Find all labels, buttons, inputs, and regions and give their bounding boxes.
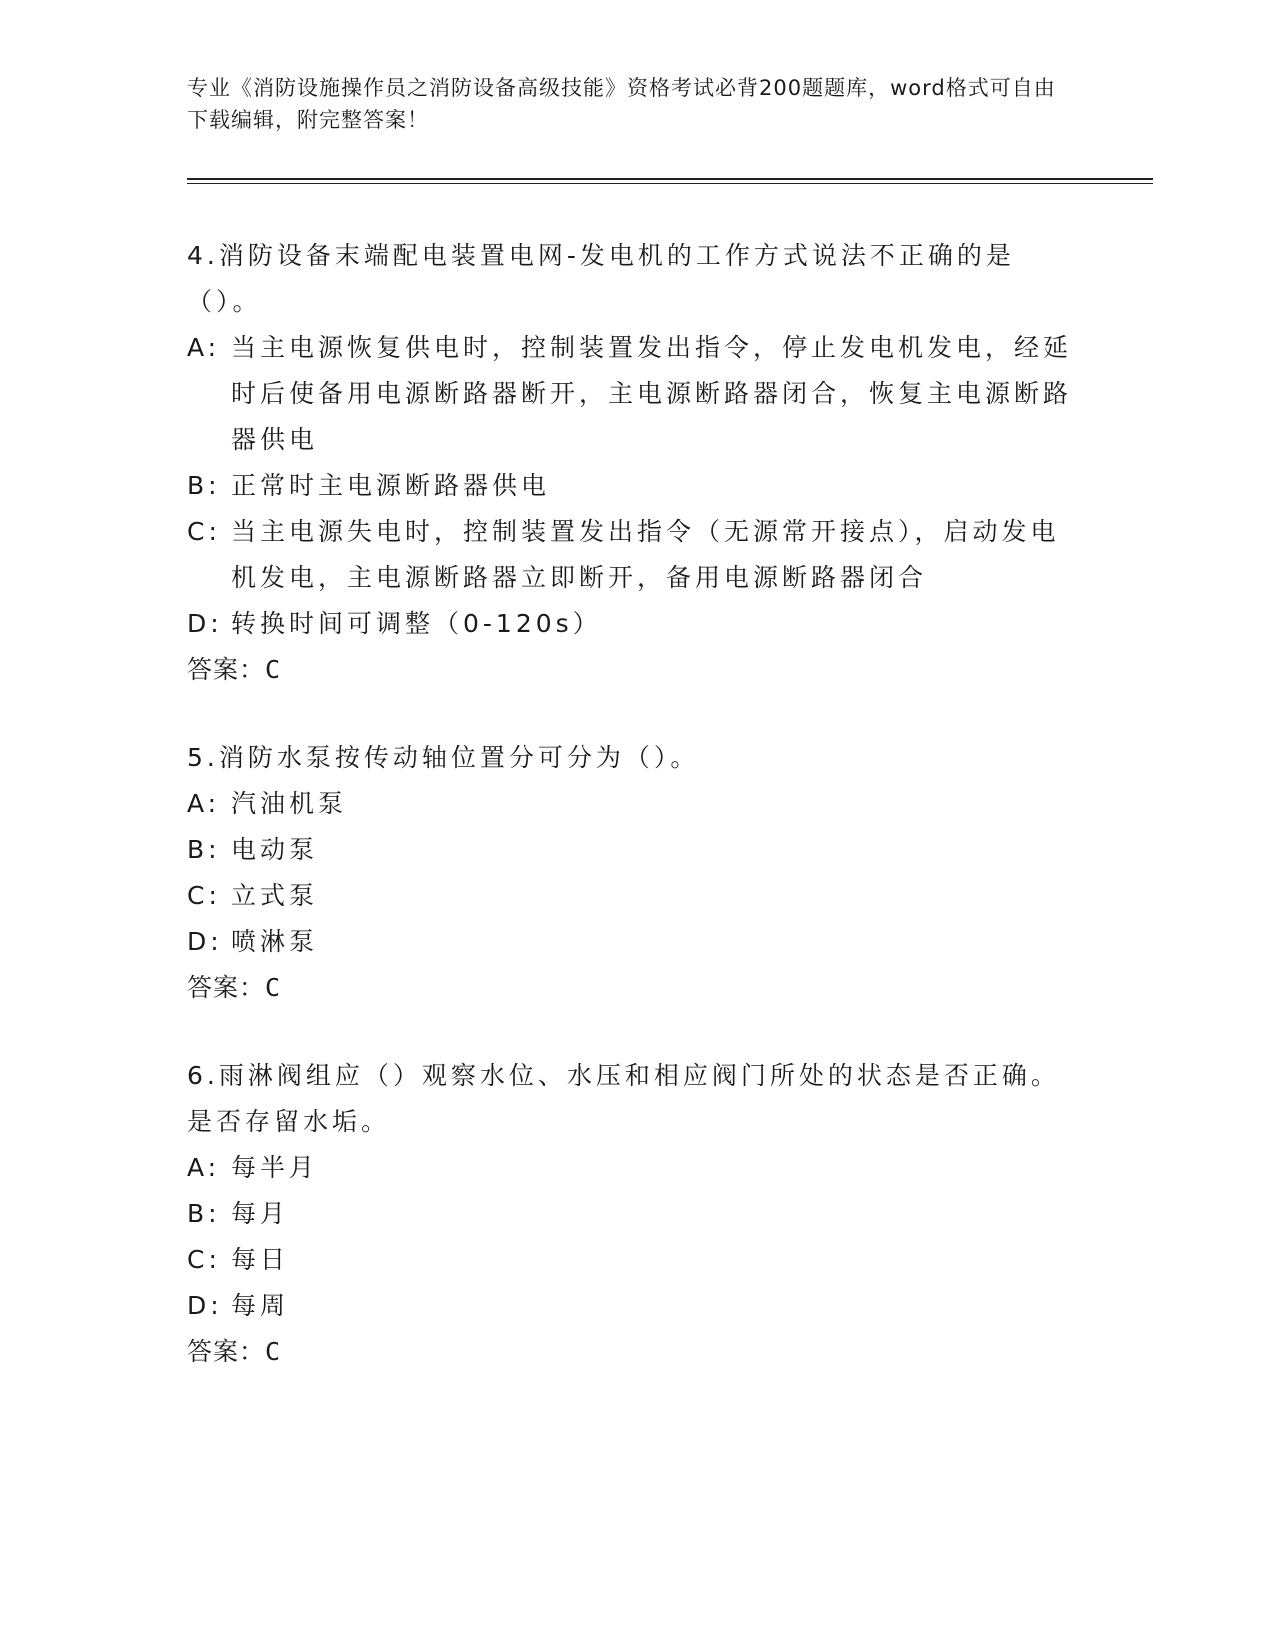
option-letter: C: <box>187 517 221 546</box>
question-6 <box>187 1053 1087 1375</box>
option-text: 每周 <box>231 1291 290 1320</box>
document-header: 专业《消防设施操作员之消防设备高级技能》资格考试必背200题题库，word格式可自由下载编辑，附完整答案！ <box>187 76 1056 132</box>
option-letter: D: <box>187 927 223 956</box>
option-letter: A: <box>187 789 221 818</box>
option-d <box>187 1283 1087 1329</box>
option-text: 当主电源恢复供电时，控制装置发出指令，停止发电机发电，经延时后使备用电源断路器断开，主电源断路器闭合，恢复主电源断路器供电 <box>231 333 1073 454</box>
option-text: 当主电源失电时，控制装置发出指令（无源常开接点），启动发电机发电，主电源断路器立即断开，备用电源断路器闭合 <box>231 517 1060 592</box>
option-letter: D: <box>187 1291 223 1320</box>
option-text: 汽油机泵 <box>231 789 348 818</box>
option-text: 每半月 <box>231 1153 319 1182</box>
option-b <box>187 463 1087 509</box>
answer-line <box>187 965 1087 1011</box>
option-letter: B: <box>187 471 221 500</box>
answer-value: C <box>265 1337 282 1366</box>
option-a <box>187 325 1087 463</box>
option-c <box>187 873 1087 919</box>
question-stem: 6.雨淋阀组应（）观察水位、水压和相应阀门所处的状态是否正确。是否存留水垢。 <box>187 1061 1060 1136</box>
option-text: 转换时间可调整（0-120s） <box>231 609 602 638</box>
option-a <box>187 781 1087 827</box>
option-letter: B: <box>187 1199 221 1228</box>
question-stem: 4.消防设备末端配电装置电网-发电机的工作方式说法不正确的是（）。 <box>187 241 1015 316</box>
option-a <box>187 1145 1087 1191</box>
option-letter: C: <box>187 881 221 910</box>
option-b <box>187 1191 1087 1237</box>
option-letter: A: <box>187 1153 221 1182</box>
answer-label: 答案： <box>187 655 266 684</box>
answer-label: 答案： <box>187 1337 266 1366</box>
option-letter: C: <box>187 1245 221 1274</box>
option-c <box>187 1237 1087 1283</box>
option-letter: A: <box>187 333 221 362</box>
option-d <box>187 919 1087 965</box>
question-5 <box>187 735 1087 1011</box>
answer-line <box>187 1329 1087 1375</box>
header-divider-thin <box>187 183 1153 184</box>
option-text: 电动泵 <box>231 835 319 864</box>
option-text: 正常时主电源断路器供电 <box>231 471 551 500</box>
option-text: 喷淋泵 <box>231 927 319 956</box>
question-stem: 5.消防水泵按传动轴位置分可分为（）。 <box>187 743 700 772</box>
option-b <box>187 827 1087 873</box>
answer-value: C <box>265 655 282 684</box>
answer-label: 答案： <box>187 973 266 1002</box>
option-letter: D: <box>187 609 223 638</box>
option-text: 每日 <box>231 1245 290 1274</box>
header-divider-thick <box>187 178 1153 180</box>
option-letter: B: <box>187 835 221 864</box>
question-4 <box>187 233 1087 693</box>
option-c <box>187 509 1087 601</box>
option-d <box>187 601 1087 647</box>
option-text: 每月 <box>231 1199 290 1228</box>
answer-line <box>187 647 1087 693</box>
option-text: 立式泵 <box>231 881 319 910</box>
question-list <box>187 233 1087 1417</box>
answer-value: C <box>265 973 282 1002</box>
